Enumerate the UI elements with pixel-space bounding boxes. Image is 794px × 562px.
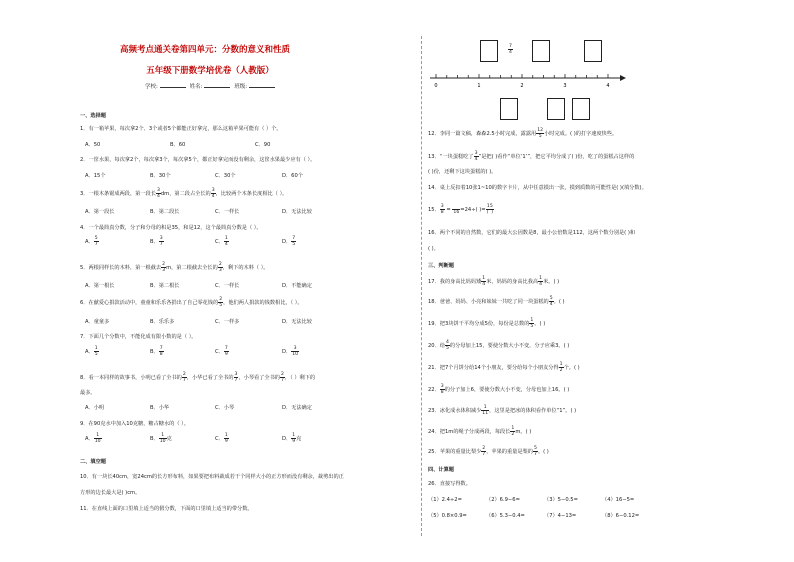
q2-option-c[interactable]: C．30个 [215,173,236,179]
q7-option-b-label: B． [150,349,159,355]
fraction-2-7: $\frac{2}{7}$ [182,372,186,383]
fraction-1-2: $\frac{1}{2}$ [511,426,515,437]
question-24 [428,426,531,437]
q13-text-a: 13．“一块蛋糕吃了 [428,154,474,160]
tick-label: 4 [606,83,610,89]
fraction-2-3: $\frac{2}{3}$ [218,262,222,273]
q3-option-b[interactable]: B．第二段长 [150,209,180,215]
question-23 [428,405,576,416]
fraction-3-7: $\frac{3}{7}$ [159,236,163,247]
q25-text-a: 25．苹果的重量比梨少 [428,449,482,455]
fraction-3-7: $\frac{3}{7}$ [234,372,238,383]
q2-option-b[interactable]: B．30个 [150,173,171,179]
q3-text-b: dm，第二段占全长的 [160,191,211,197]
question-4: 4．一个最简真分数，分子和分母的积是35，和是12，这个最简真分数是（ ）。 [80,225,262,231]
q21-text-b: 个。( ) [563,365,580,371]
q4-option-b[interactable] [150,236,164,247]
question-15: 15． $\frac{3}{8}$ = 16 =24÷( )= $\frac{15}{( )}$ [428,204,494,215]
calc-3[interactable]: （3）5−0.5= [544,497,578,503]
tick-label: 3 [563,83,567,89]
fraction-2-3: $\frac{2}{3}$ [162,262,166,273]
tick-label: 1 [477,83,481,89]
q4-option-a[interactable] [85,236,99,247]
calc-1[interactable]: （1）2.4÷2= [428,497,462,503]
q5-option-c[interactable]: C．一样长 [215,283,240,289]
q17-text-c: 米。( ) [543,279,560,285]
fraction-1-5: $\frac{1}{5}$ [94,346,98,357]
school-label: 学校: [145,84,158,90]
q7-option-c-label: C． [215,349,224,355]
q12-text-a: 12．李同一篇文稿，森森2.5小时完成，露露用 [428,131,537,137]
question-10-tail: 方形的边长最大是( )cm。 [80,490,141,496]
answer-box-bottom-2[interactable] [547,98,565,120]
question-13 [428,151,634,162]
calc-7[interactable]: （7）4−13= [544,513,577,519]
q6-option-b[interactable]: B．乐乐多 [150,319,175,325]
section-calc: 四、计算题 [428,467,454,473]
calc-8[interactable]: （8）6−0.12= [602,513,640,519]
fraction-1-11: $\frac{1}{11}$ [482,405,489,416]
q8-option-a[interactable]: A．小明 [85,405,105,411]
q8-text-b: ，小华已看了全书的 [186,375,234,381]
q3-text-c: ，比较两个木条长度相比（ ）。 [215,191,288,197]
q4-option-a-label: A． [85,239,94,245]
q22-text-b: 的分子加上6，要使分数大小不变，分母也加上16。( ) [444,387,570,393]
q2-option-a[interactable]: A．15个 [85,173,106,179]
q7-option-d[interactable] [282,346,299,357]
section-judge: 三、判断题 [428,263,454,269]
q22-text-a: 22． [428,387,440,393]
fraction-1-5: $\frac{1}{5}$ [530,318,534,329]
q9-option-d-unit: 克 [296,436,302,442]
fraction-3-4: $\frac{3}{4}$ [474,151,478,162]
fraction-4-5: $\frac{4}{5}$ [445,340,449,351]
q24-text-b: m。( ) [515,429,532,435]
question-19 [428,318,545,329]
q4-option-c-label: C． [215,239,224,245]
question-25 [428,446,549,457]
q9-option-c-label: C． [215,436,224,442]
q9-option-c[interactable] [215,433,229,444]
question-3 [80,188,287,199]
answer-box-bottom-1[interactable] [500,98,518,120]
q8-option-d[interactable]: D．无法确定 [282,405,312,411]
question-6 [80,297,303,308]
class-blank[interactable] [249,87,275,88]
q5-text-c: ，剩下的木料（ ）。 [222,265,269,271]
fraction-5-4: $\frac{5}{4}$ [549,296,553,307]
fraction-3-4: $\frac{3}{4}$ [156,188,160,199]
q19-text-a: 19．把3块饼干平均分成5份，每份是总数的 [428,321,530,327]
q5-text-a: 5．两根同样长的木料，第一根截去 [80,265,162,271]
number-line-arrow [620,75,626,81]
q20-text-b: 的分母加上15，要使分数大小不变，分子应乘3。( ) [449,343,570,349]
q3-option-c[interactable]: C．一样长 [215,209,240,215]
q8-text-d: ，（ ）剩下的 [284,375,316,381]
question-22 [428,384,569,395]
fraction-1-4: $\frac{1}{4}$ [224,236,228,247]
q8-option-b[interactable]: B．小华 [150,405,170,411]
q3-option-d[interactable]: D．无法比较 [282,209,312,215]
fraction-1-4: $\frac{1}{4}$ [482,276,486,287]
q23-text-b: ，这里是把冰的体积看作单位“1”。( ) [489,408,577,414]
page-subtitle: 五年级下册数学培优卷（人教版） [146,66,274,76]
q13-text-b: ”是把( )看作“单位‘1’”，把它平均分成了( )份，吃了的蛋糕占这样的 [478,154,635,160]
q9-option-b-unit: 克 [166,436,172,442]
q15-label: 15． [428,207,440,213]
fraction-3-8: $\frac{3}{8}$ [440,384,444,395]
q18-text-a: 18．爸爸、妈妈、小亮和妹妹一共吃了同一块蛋糕的 [428,299,549,305]
q1-option-b[interactable]: B．60 [170,142,186,148]
q6-option-c[interactable]: C．一样多 [215,319,240,325]
q9-option-a[interactable] [85,433,102,444]
fraction-1-9: $\frac{1}{9}$ [224,433,228,444]
answer-box-top-3[interactable] [584,40,602,62]
student-info-line [145,82,277,90]
q25-text-c: 。( ) [537,449,549,455]
q15-text-b: =24÷( )= [460,207,486,213]
calc-2[interactable]: （2）6.9−6= [486,497,520,503]
fraction-1-10: $\frac{1}{10}$ [159,433,166,444]
class-label: 班级: [234,84,248,90]
number-line-ticks [434,74,609,89]
calc-4[interactable]: （4）16−5= [602,497,635,503]
q7-option-a[interactable] [85,346,99,357]
q6-text-b: ，他们两人捐款的钱数相比，（ ）。 [223,300,303,306]
q23-text-a: 23．冰化成水体积减少 [428,408,482,414]
q17-text-b: 米，妈妈的身高比我高 [486,279,539,285]
tick-label: 2 [520,83,524,89]
calc-6[interactable]: （6）5.3−0.4= [486,513,525,519]
q8-option-c[interactable]: C．小琴 [215,405,235,411]
calc-5[interactable]: （5）0.8×0.9= [428,513,467,519]
question-13-tail: ( )份，还剩下这块蛋糕的( )。 [428,169,497,175]
fraction-5-7: $\frac{5}{7}$ [533,446,537,457]
q6-text-a: 6．在献爱心捐款活动中，童童和乐乐各捐出了自己零花钱的 [80,300,219,306]
fraction-7-9: $\frac{7}{9}$ [224,346,228,357]
q5-option-b[interactable]: B．第二根长 [150,283,180,289]
fraction-1-9: $\frac{1}{9}$ [292,433,296,444]
tick-label: 0 [434,83,438,89]
answer-box-top-2[interactable] [532,40,550,62]
fraction-15-blank[interactable]: $\frac{15}{( )}$ [486,204,494,215]
q4-option-d-label: D． [282,239,292,245]
question-18 [428,296,565,307]
fraction-7-5: $\frac{7}{5}$ [292,236,296,247]
q1-option-c[interactable]: C．90 [255,142,271,148]
q7-option-b[interactable] [150,346,164,357]
name-blank[interactable] [204,87,230,88]
question-26: 26．直接写得数。 [428,481,471,487]
fraction-2-5: $\frac{2}{5}$ [219,297,223,308]
column-divider [421,36,422,536]
question-17 [428,276,559,287]
fraction-2-7: $\frac{2}{7}$ [280,372,284,383]
answer-box-top-1[interactable] [480,40,498,62]
q8-text-a: 8．看一本同样的故事书，小明已看了全书的 [80,375,182,381]
question-9: 9．在90克水中加入10克糖，糖占糖水的（ ）。 [80,421,189,427]
q9-option-d-label: D． [282,436,292,442]
q4-option-c[interactable] [215,236,229,247]
q3-text-a: 3．一根木条锯成两段，第一段长 [80,191,156,197]
q1-option-a[interactable]: A．50 [85,142,101,148]
fraction-7-8: $\frac{7}{8}$ [159,346,163,357]
q19-text-b: 。( ) [534,321,546,327]
q5-text-b: m，第二根截去全长的 [166,265,218,271]
q9-option-b[interactable] [150,433,172,444]
question-1: 1．有一箱苹果，每次拿2个、3个或者5个都能正好拿完，那么这箱苹果可能有（ ）个。 [80,126,282,132]
question-11: 11．在直线上面的口里填上适当的假分数，下面的口里填上适当的带分数。 [80,506,253,512]
question-10: 10．有一块长40cm，宽24cm的长方形布料，如果要把布料裁成若干个同样大小的正方形而没有剩余，裁剪出的正 [80,474,344,480]
question-2: 2．一筐水果，每次拿2个，每次拿3个，每次拿5个，都正好拿完而没有剩余，这筐水果最少应有（ ）。 [80,157,316,163]
question-21 [428,362,580,373]
q18-text-b: 。( ) [553,299,565,305]
question-7: 7．下面几个分数中，不能化成有限小数的是（ ）。 [80,334,197,340]
fraction-3-10: $\frac{3}{10}$ [292,346,299,357]
answer-box-bottom-3[interactable] [572,98,590,120]
fraction-blank-16[interactable]: 16 [452,204,460,215]
question-5 [80,262,269,273]
fraction-7-4: $\frac{7}{4}$ [509,44,512,55]
fraction-1-4: $\frac{1}{4}$ [539,276,543,287]
question-16-tail: ( )。 [428,246,439,252]
q8-text-c: ，小琴看了全书的 [238,375,280,381]
question-12 [428,128,617,139]
section-fill: 二、填空题 [80,459,106,465]
q17-text-a: 17．我的身高比妈妈矮 [428,279,482,285]
question-16: 16．两个不同的自然数，它们的最大公因数是8，最小公倍数是112，这两个数分别是( )和 [428,230,636,236]
fraction-3-8: $\frac{3}{8}$ [440,204,444,215]
q4-option-b-label: B． [150,239,159,245]
q7-option-d-label: D． [282,349,292,355]
q24-text-a: 24．把1m的绳子分成两段，每段长 [428,429,511,435]
question-14: 14．桌上反扣着10张1~10的数字卡片，从中任意摸出一张，摸到质数的可能性是( )(填分数)。 [428,185,647,191]
number-line-marker [508,44,513,55]
q2-option-d[interactable]: D．60个 [282,173,303,179]
q6-option-d[interactable]: D．无法比较 [282,319,312,325]
q7-option-a-label: A． [85,349,94,355]
fraction-2-7: $\frac{2}{7}$ [482,446,486,457]
section-choice: 一、选择题 [80,113,106,119]
q5-option-d[interactable]: D．不能确定 [282,283,312,289]
name-label: 姓名: [189,84,203,90]
q20-text-a: 20．给 [428,343,445,349]
school-blank[interactable] [160,87,186,88]
q4-option-d[interactable] [282,236,296,247]
question-8-tail: 最多。 [80,390,96,396]
fraction-1-10: $\frac{1}{10}$ [94,433,101,444]
q5-option-a[interactable]: A．第一根长 [85,283,115,289]
q9-option-b-label: B． [150,436,159,442]
q25-text-b: ，苹果的重量是梨的 [486,449,533,455]
q21-text-a: 21．把7个月饼分给14个小朋友，要分给每个小朋友分得 [428,365,559,371]
q12-text-b: 小时完成。( )的打字速度快些。 [544,131,618,137]
question-20 [428,340,569,351]
q9-option-a-label: A． [85,436,94,442]
q7-option-c[interactable] [215,346,229,357]
question-8 [80,372,315,383]
q9-option-d[interactable] [282,433,301,444]
q3-option-a[interactable]: A．第一段长 [85,209,115,215]
q6-option-a[interactable]: A．童童多 [85,319,110,325]
fraction-5-7: $\frac{5}{7}$ [94,236,98,247]
fraction-1-2: $\frac{1}{2}$ [559,362,563,373]
fraction-3-4: $\frac{3}{4}$ [211,188,215,199]
fraction-12-5: $\frac{12}{5}$ [537,128,544,139]
page-title: 高频考点通关卷第四单元：分数的意义和性质 [119,45,290,55]
